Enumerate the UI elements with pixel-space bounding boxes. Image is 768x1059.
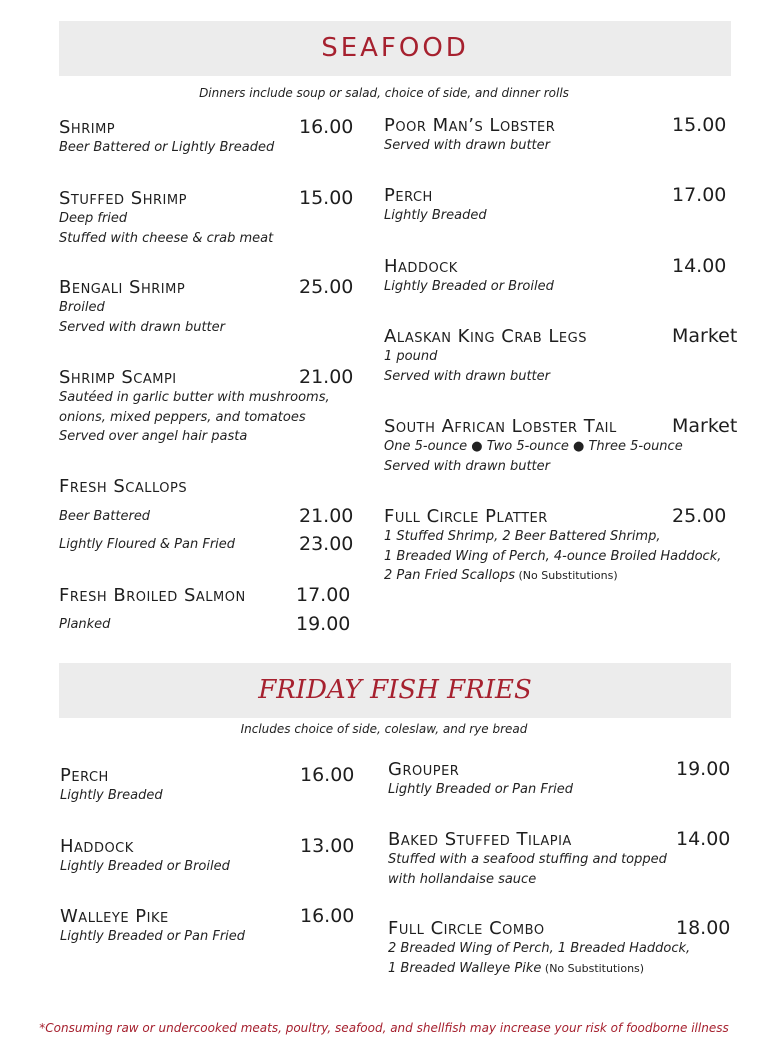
item-name: Fresh Broiled Salmon — [59, 585, 246, 606]
fish-fries-header-band — [59, 663, 731, 718]
item-desc: Beer Battered or Lightly Breaded — [59, 140, 275, 155]
item-name: Shrimp — [59, 117, 116, 138]
item-price: 16.00 — [300, 905, 355, 927]
item-name: Grouper — [388, 759, 460, 780]
item-desc: Served with drawn butter — [384, 368, 550, 384]
item-desc: 1 Stuffed Shrimp, 2 Beer Battered Shrimp, — [384, 529, 661, 544]
item-desc: Broiled — [59, 300, 105, 315]
fish-fry-walleye-pike — [60, 906, 245, 947]
item-desc: Deep fried — [59, 211, 128, 226]
item-desc: Served with drawn butter — [59, 319, 225, 335]
item-price: 25.00 — [672, 505, 727, 527]
item-name: Shrimp Scampi — [59, 367, 177, 388]
item-desc: 2 Breaded Wing of Perch, 1 Breaded Haddock, — [388, 941, 691, 956]
item-price: 13.00 — [300, 835, 355, 857]
menu-item-bengali-shrimp — [59, 277, 225, 337]
item-name: Full Circle Combo — [388, 918, 545, 939]
foodborne-illness-disclaimer: *Consuming raw or undercooked meats, poultry, seafood, and shellfish may increase your risk of foodborne illness — [39, 1021, 729, 1035]
item-desc: Lightly Breaded — [60, 788, 163, 803]
fish-fry-full-circle-combo — [388, 918, 690, 978]
item-price: 15.00 — [672, 114, 727, 136]
item-name: Haddock — [384, 256, 458, 277]
item-desc: Lightly Breaded or Broiled — [60, 859, 230, 874]
seafood-title: SEAFOOD — [321, 33, 469, 63]
item-desc — [384, 566, 721, 586]
item-desc-text: 2 Pan Fried Scallops — [384, 568, 515, 583]
item-option: Planked — [59, 617, 111, 632]
item-price: 21.00 — [299, 366, 354, 388]
item-desc — [388, 959, 690, 979]
item-price: 23.00 — [299, 533, 354, 555]
menu-item-broiled-salmon — [59, 585, 246, 606]
seafood-note: Dinners include soup or salad, choice of side, and dinner rolls — [199, 86, 569, 100]
item-price: 17.00 — [296, 584, 351, 606]
menu-item-fresh-scallops — [59, 476, 187, 497]
item-desc: Served over angel hair pasta — [59, 429, 248, 444]
item-desc: Served with drawn butter — [384, 458, 550, 474]
item-name: Bengali Shrimp — [59, 277, 186, 298]
item-price: Market — [672, 415, 738, 437]
item-name: Alaskan King Crab Legs — [384, 326, 587, 347]
fish-fry-baked-stuffed-tilapia — [388, 829, 667, 889]
menu-item-full-circle-platter — [384, 506, 721, 586]
item-price: 17.00 — [672, 184, 727, 206]
item-price: 18.00 — [676, 917, 731, 939]
menu-item-stuffed-shrimp — [59, 188, 273, 248]
item-desc: Stuffed with cheese & crab meat — [59, 230, 274, 246]
menu-item-lobster-tail — [384, 416, 683, 476]
fish-fry-perch — [60, 765, 163, 806]
item-desc: Lightly Breaded or Pan Fried — [388, 782, 574, 797]
item-option: Beer Battered — [59, 509, 151, 524]
item-price: 25.00 — [299, 276, 354, 298]
item-name: Haddock — [60, 836, 134, 857]
item-desc: with hollandaise sauce — [388, 871, 537, 887]
item-price: 19.00 — [296, 613, 351, 635]
item-desc: 1 pound — [384, 349, 438, 364]
item-name: Full Circle Platter — [384, 506, 548, 527]
fish-fries-title: FRIDAY FISH FRIES — [258, 675, 532, 705]
item-desc: Lightly Breaded or Pan Fried — [60, 929, 246, 944]
fish-fry-grouper — [388, 759, 573, 800]
item-desc: onions, mixed peppers, and tomatoes — [59, 409, 306, 425]
item-price: 21.00 — [299, 505, 354, 527]
fish-fry-haddock — [60, 836, 230, 877]
item-option: Lightly Floured & Pan Fried — [59, 537, 236, 552]
item-name: Perch — [60, 765, 109, 786]
seafood-header-band — [59, 21, 731, 76]
item-price: 19.00 — [676, 758, 731, 780]
menu-item-haddock — [384, 256, 554, 297]
item-price: 15.00 — [299, 187, 354, 209]
item-name: Baked Stuffed Tilapia — [388, 829, 572, 850]
item-desc: Lightly Breaded — [384, 208, 487, 223]
item-price: 16.00 — [300, 764, 355, 786]
item-name: Walleye Pike — [60, 906, 169, 927]
menu-item-shrimp — [59, 117, 274, 158]
item-price: Market — [672, 325, 738, 347]
item-name: Perch — [384, 185, 433, 206]
fish-fries-note: Includes choice of side, coleslaw, and rye bread — [240, 722, 528, 736]
item-desc: 1 Breaded Wing of Perch, 4-ounce Broiled Haddock, — [384, 548, 722, 564]
menu-item-king-crab-legs — [384, 326, 587, 386]
item-desc: Sautéed in garlic butter with mushrooms, — [59, 390, 330, 405]
item-price: 14.00 — [672, 255, 727, 277]
menu-item-perch — [384, 185, 487, 226]
no-substitutions-note: (No Substitutions) — [541, 961, 645, 975]
menu-item-shrimp-scampi — [59, 367, 330, 447]
no-substitutions-note: (No Substitutions) — [514, 569, 618, 582]
item-name: Stuffed Shrimp — [59, 188, 187, 209]
menu-item-poor-mans-lobster — [384, 115, 555, 156]
item-name: Fresh Scallops — [59, 476, 188, 497]
item-price: 16.00 — [299, 116, 354, 138]
item-name: South African Lobster Tail — [384, 416, 617, 437]
item-desc: Lightly Breaded or Broiled — [384, 279, 554, 294]
item-desc: One 5-ounce ● Two 5-ounce ● Three 5-ounce — [384, 439, 683, 454]
item-price: 14.00 — [676, 828, 731, 850]
item-desc: Stuffed with a seafood stuffing and topped — [388, 852, 667, 867]
item-desc-text: 1 Breaded Walleye Pike — [388, 960, 542, 976]
item-name: Poor Man’s Lobster — [384, 115, 556, 136]
item-desc: Served with drawn butter — [384, 138, 550, 153]
